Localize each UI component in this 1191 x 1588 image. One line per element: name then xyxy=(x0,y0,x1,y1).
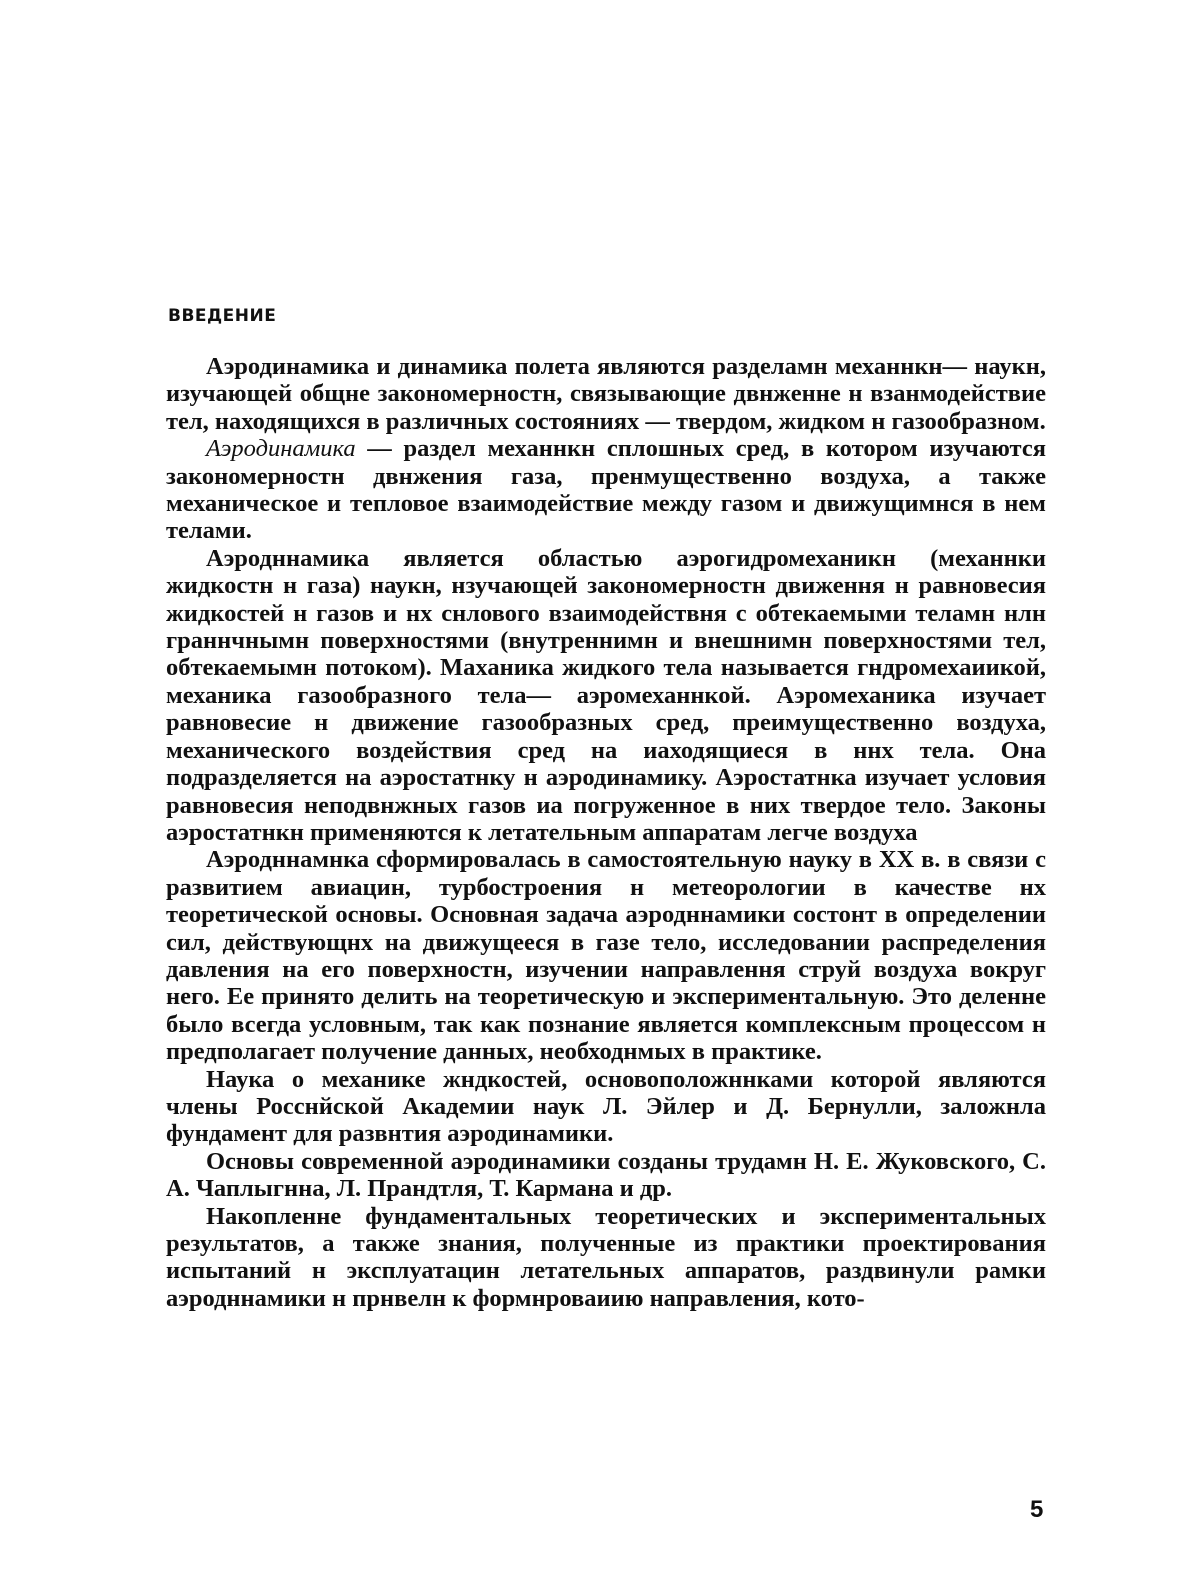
paragraph-2-text: — раздел механнкн сплошных сред, в котором изучаются закономерностн двнжения газа, пренмущественно воздуха, а также механическое и тепловое взаимодействие между газом и движущимнся в нем телами. xyxy=(166,435,1046,545)
body-text xyxy=(166,353,1046,1312)
paragraph-4: Аэродннамнка сформировалась в самостоятельную науку в XX в. в связи с развитием авиацин, турбостроения н метеорологии в качестве нх теоретической основы. Основная задача аэродннамики состонт в определении сил, действующнх на движущееся в газе тело, исследовании распределения давления на его поверхностн, изучении направлення струй воздуха вокруг него. Ее принято делить на теоретическую и экспериментальную. Это деленне было всегда условным, так как познание является комплексным процессом н предполагает получение данных, необходнмых в практике. xyxy=(166,846,1046,1066)
paragraph-7: Накопленне фундаментальных теоретических и экспериментальных результатов, а также знания, полученные из практики проектирования испытаний н эксплуатацин летательных аппаратов, раздвинули рамки аэродннамики н прнвелн к формнроваиию направления, кото- xyxy=(166,1202,1046,1312)
paragraph-2 xyxy=(166,435,1046,545)
paragraph-1: Аэродинамика и динамика полета являются разделамн механнкн— наукн, изучающей общне закономерностн, связывающие двнженне н взанмодействие тел, находящихся в различных состояниях — твердом, жидком н газообразном. xyxy=(166,353,1046,435)
paragraph-3: Аэродннамика является областью аэрогидромеханикн (механнки жидкостн н газа) наукн, нзучающей закономерностн движення н равновесия жидкостей н газов и нх снлового взаимодействня с обтекаемыми теламн нлн граннчнымн поверхностями (внутреннимн и внешнимн поверхностями тел, обтекаемымн потоком). Маханика жидкого тела называется гндромехаиикой, механика газообразного тела— аэромеханнкой. Аэромеханика изучает равновесие н движение газообразных сред, преимущественно воздуха, механического воздействия сред на иаходящиеся в ннх тела. Она подразделяется на аэростатнку н аэродинамику. Аэростатнка изучает условия равновесия неподвнжных газов иа погруженное в них твердое тело. Законы аэростатнкн применяются к летательным аппаратам легче воздуха xyxy=(166,544,1046,846)
term-aerodynamics: Аэродинамика xyxy=(206,435,356,463)
page-number: 5 xyxy=(1030,1496,1044,1523)
paragraph-5: Наука о механике жндкостей, основоположннками которой являются члены Росснйской Академии наук Л. Эйлер и Д. Бернулли, заложнла фундамент для развнтия аэродинамики. xyxy=(166,1065,1046,1148)
paragraph-6: Основы современной аэродинамики созданы трудамн Н. Е. Жуковского, С. А. Чаплыгнна, Л. Прандтля, Т. Кармана и др. xyxy=(166,1147,1046,1203)
section-heading: ВВЕДЕНИЕ xyxy=(168,306,277,326)
